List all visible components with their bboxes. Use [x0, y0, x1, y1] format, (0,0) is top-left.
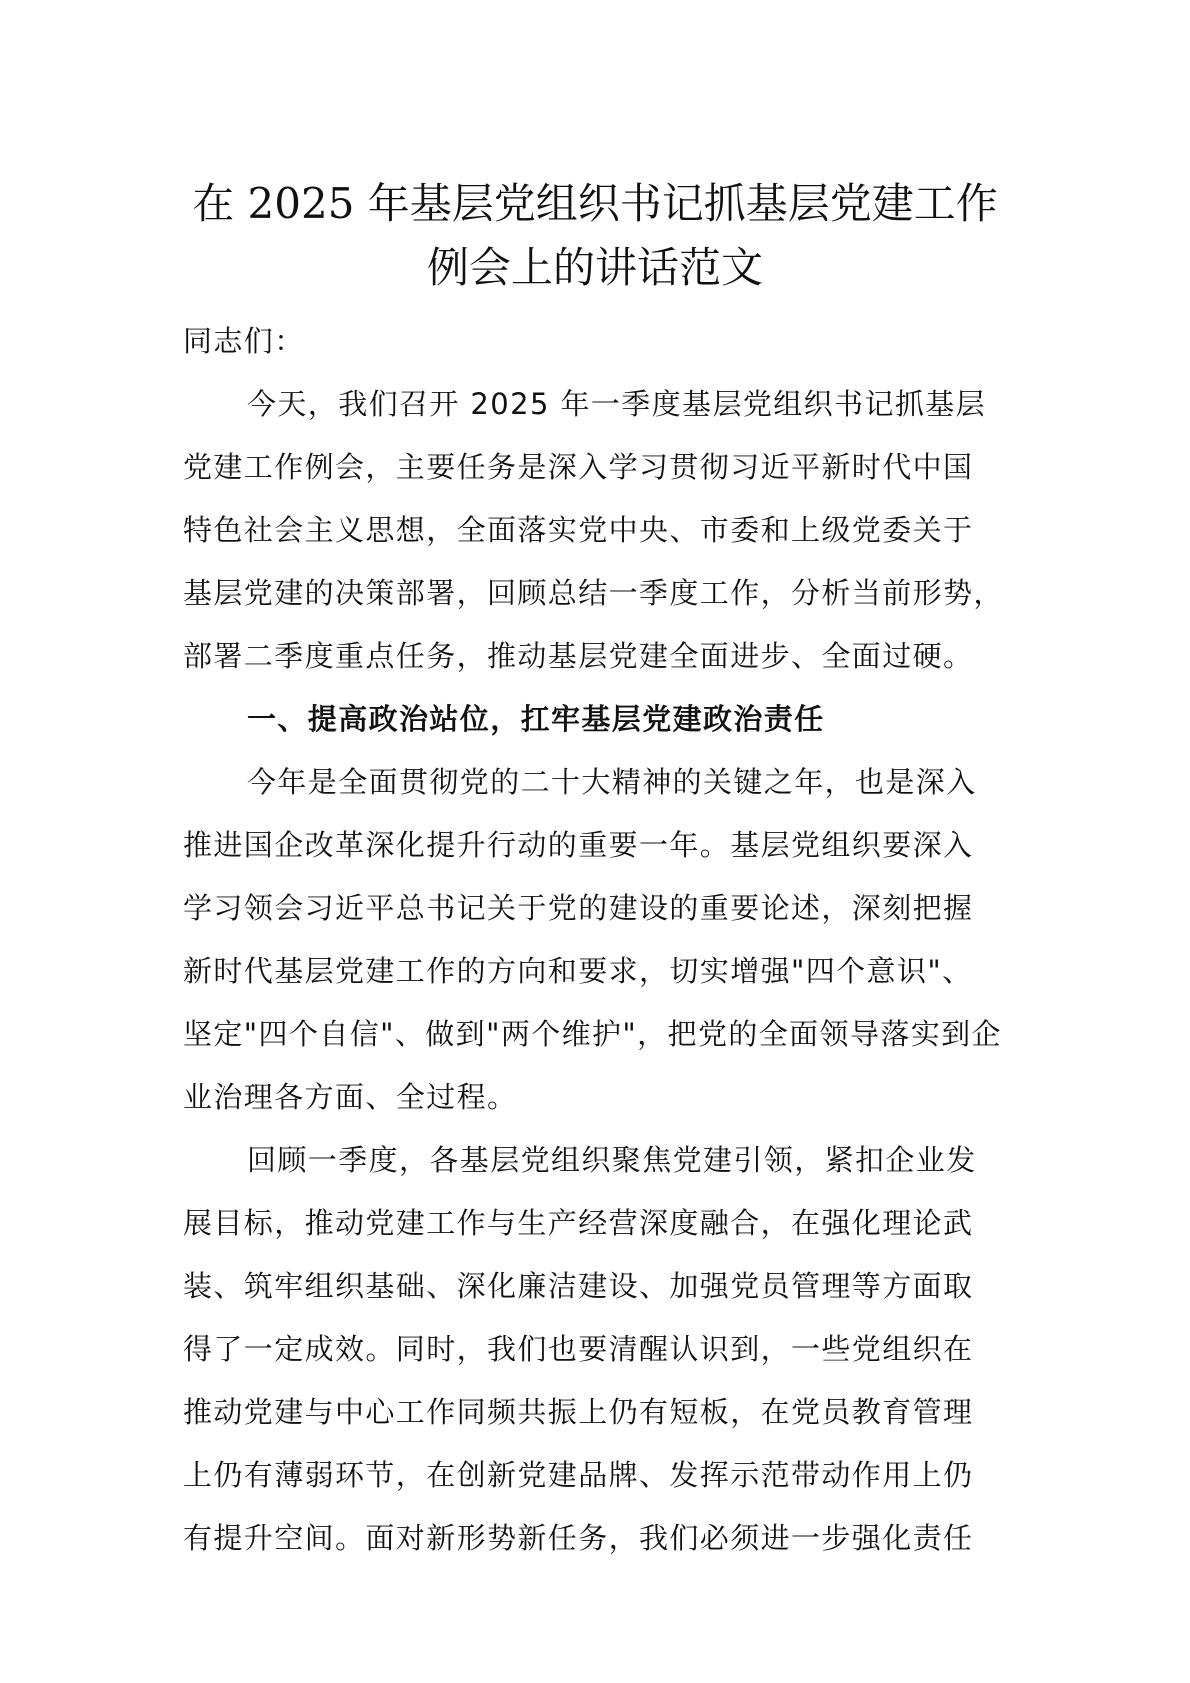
paragraph-line: 业治理各方面、全过程。 — [183, 1080, 518, 1114]
title-line-2: 例会上的讲话范文 — [426, 243, 763, 292]
document-body — [183, 310, 1013, 1570]
paragraph-line: 有提升空间。面对新形势新任务，我们必须进一步强化责任 — [183, 1521, 974, 1555]
paragraph-line: 得了一定成效。同时，我们也要清醒认识到，一些党组织在 — [183, 1332, 974, 1366]
title-line-1: 在 2025 年基层党组织书记抓基层党建工作 — [192, 179, 998, 228]
section-heading-1: 一、提高政治站位，扛牢基层党建政治责任 — [247, 702, 825, 736]
paragraph-line: 推进国企改革深化提升行动的重要一年。基层党组织要深入 — [183, 828, 974, 862]
paragraph-section1-a — [183, 751, 1013, 1129]
greeting: 同志们： — [183, 324, 305, 358]
paragraph-line: 今年是全面贯彻党的二十大精神的关键之年，也是深入 — [247, 765, 977, 799]
paragraph-line: 推动党建与中心工作同频共振上仍有短板，在党员教育管理 — [183, 1395, 974, 1429]
paragraph-line: 坚定"四个自信"、做到"两个维护"，把党的全面领导落实到企 — [183, 1017, 1002, 1051]
paragraph-line: 部署二季度重点任务，推动基层党建全面进步、全面过硬。 — [183, 639, 974, 673]
paragraph-section1-b — [183, 1129, 1013, 1570]
paragraph-line: 特色社会主义思想，全面落实党中央、市委和上级党委关于 — [183, 513, 974, 547]
paragraph-line: 展目标，推动党建工作与生产经营深度融合，在强化理论武 — [183, 1206, 974, 1240]
paragraph-line: 新时代基层党建工作的方向和要求，切实增强"四个意识"、 — [183, 954, 973, 988]
paragraph-line: 上仍有薄弱环节，在创新党建品牌、发挥示范带动作用上仍 — [183, 1458, 974, 1492]
document-title — [140, 172, 1050, 300]
paragraph-line: 党建工作例会，主要任务是深入学习贯彻习近平新时代中国 — [183, 450, 974, 484]
paragraph-line: 基层党建的决策部署，回顾总结一季度工作，分析当前形势， — [183, 576, 1004, 610]
paragraph-line: 装、筑牢组织基础、深化廉洁建设、加强党员管理等方面取 — [183, 1269, 974, 1303]
paragraph-intro — [183, 373, 1013, 688]
paragraph-line: 今天，我们召开 2025 年一季度基层党组织书记抓基层 — [247, 387, 987, 421]
paragraph-line: 学习领会习近平总书记关于党的建设的重要论述，深刻把握 — [183, 891, 974, 925]
paragraph-line: 回顾一季度，各基层党组织聚焦党建引领，紧扣企业发 — [247, 1143, 977, 1177]
